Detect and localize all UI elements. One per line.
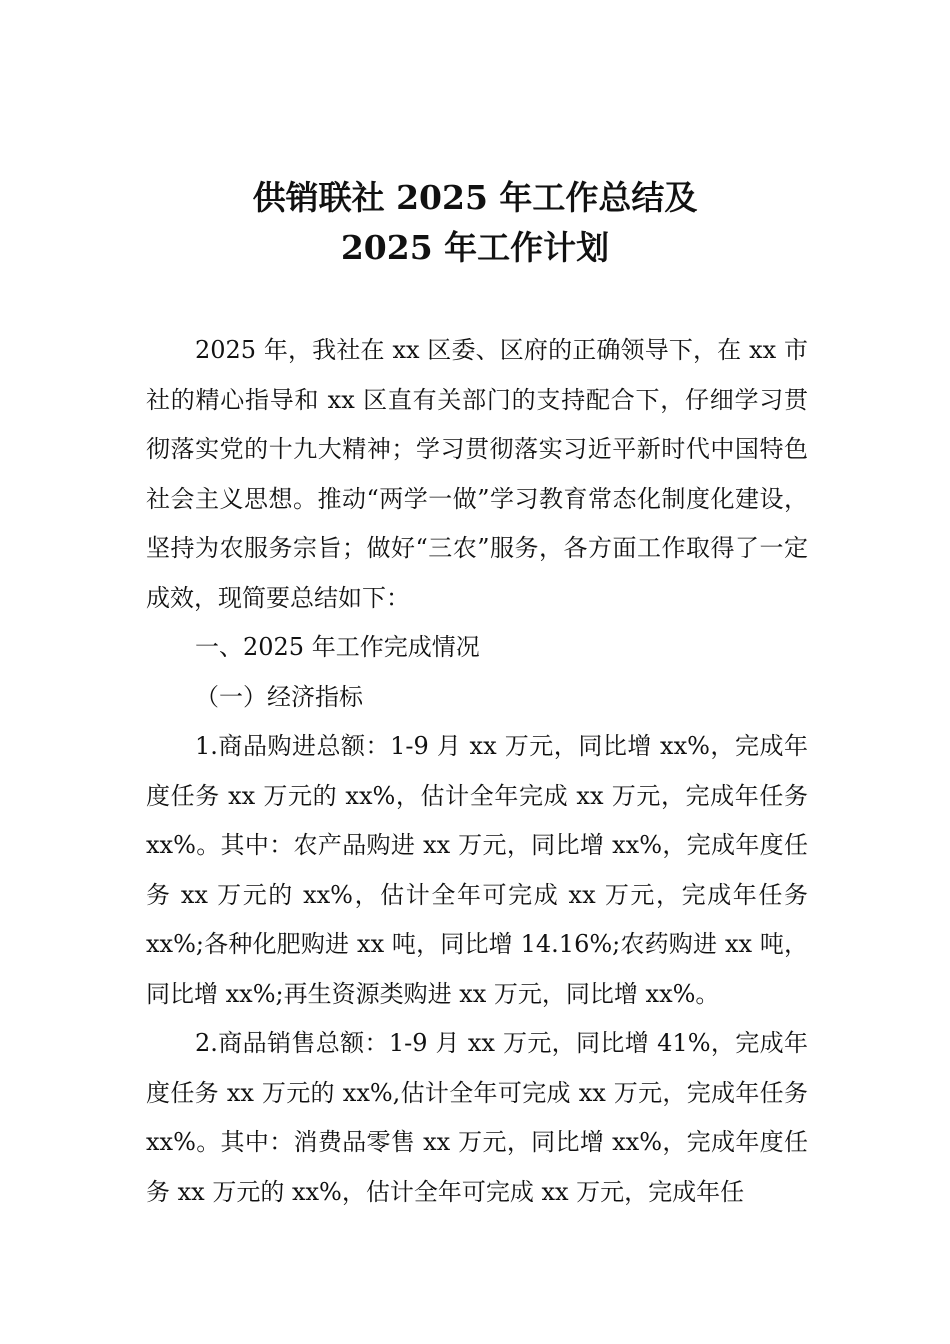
document-title-line-1: 供销联社 2025 年工作总结及 — [252, 178, 698, 217]
subsection-heading: （一）经济指标 — [195, 682, 363, 711]
purchase-total-paragraph: 1.商品购进总额：1-9 月 xx 万元，同比增 xx%，完成年度任务 xx 万元的 xx%，估计全年完成 xx 万元，完成年任务 xx%。其中：农产品购进 xx 万元，同比增 xx%，完成年度任务 xx 万元的 xx%，估计全年可完成 xx 万元，完成年任务 xx%;各种化肥购进 xx 吨，同比增 14.16%;农药购进 xx 吨，同比增 xx%;再生资源类购进 xx 万元，同比增 xx%。 — [146, 732, 808, 1008]
section-heading: 一、2025 年工作完成情况 — [195, 633, 480, 661]
document-body — [146, 326, 808, 1217]
sales-total-paragraph: 2.商品销售总额：1-9 月 xx 万元，同比增 41%，完成年度任务 xx 万元的 xx%,估计全年可完成 xx 万元，完成年任务 xx%。其中：消费品零售 xx 万元，同比增 xx%，完成年度任务 xx 万元的 xx%，估计全年可完成 xx 万元，完成年任 — [146, 1029, 808, 1206]
intro-paragraph: 2025 年，我社在 xx 区委、区府的正确领导下，在 xx 市社的精心指导和 xx 区直有关部门的支持配合下，仔细学习贯彻落实党的十九大精神；学习贯彻落实习近平新时代中国特色社会主义思想。推动“两学一做”学习教育常态化制度化建设，坚持为农服务宗旨；做好“三农”服务，各方面工作取得了一定成效，现简要总结如下： — [146, 336, 808, 612]
document-title-line-2: 2025 年工作计划 — [340, 228, 610, 267]
